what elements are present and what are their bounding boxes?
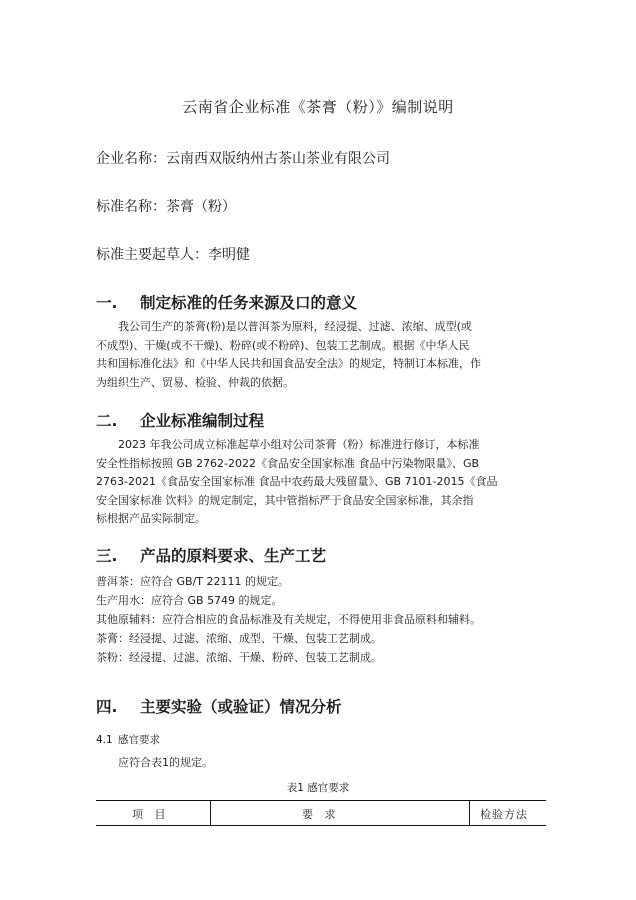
drafter-line	[96, 244, 250, 264]
table-header-method: 检验方法	[480, 808, 528, 821]
requirement-item	[96, 610, 481, 629]
subsection-number: 4.1	[96, 734, 113, 746]
company-label: 企业名称：	[96, 151, 166, 167]
section-number: 二.	[96, 412, 118, 430]
section-title: 产品的原料要求、生产工艺	[140, 547, 327, 565]
paragraph-line: 2023 年我公司成立标准起草小组对公司茶膏（粉）标准进行修订，本标准	[118, 438, 480, 451]
company-value: 云南西双版纳州古茶山茶业有限公司	[166, 151, 390, 167]
column-divider	[210, 801, 211, 825]
section-number: 一.	[96, 294, 118, 312]
section-number: 四.	[96, 698, 118, 716]
table-header-item: 项 目	[132, 808, 170, 821]
section-number: 三.	[96, 547, 118, 565]
paragraph-line: 标根据产品实际制定。	[96, 512, 206, 526]
standard-value: 茶膏（粉）	[166, 199, 236, 215]
standard-label: 标准名称：	[96, 199, 166, 215]
paragraph-line: 不成型)、干燥(或不干燥)、粉碎(或不粉碎)、包装工艺制成。根据《中华人民	[96, 338, 470, 352]
section-title: 主要实验（或验证）情况分析	[140, 698, 342, 716]
requirement-text: 应符合 GB/T 22111 的规定。	[140, 575, 289, 588]
requirement-item	[96, 591, 283, 610]
subsection-title: 感官要求	[118, 734, 160, 746]
table-header-requirement: 要 求	[302, 808, 340, 821]
section-heading-2	[96, 409, 264, 431]
paragraph-line: 2763-2021《食品安全国家标准 食品中农药最大残留量》、GB 7101-2015《食品	[96, 475, 498, 489]
paragraph-line: 安全国家标准 饮料》的规定制定，其中管指标严于食品安全国家标准，其余指	[96, 493, 474, 507]
requirement-text: 应符合 GB 5749 的规定。	[151, 594, 283, 607]
company-line	[96, 148, 390, 168]
requirement-item	[96, 629, 382, 648]
drafter-label: 标准主要起草人：	[96, 247, 208, 263]
requirement-text: 应符合相应的食品标准及有关规定，不得使用非食品原料和辅料。	[162, 613, 481, 626]
paragraph-line: 为组织生产、贸易、检验、仲裁的依据。	[96, 375, 294, 389]
requirement-label: 茶膏：	[96, 632, 129, 645]
table-caption: 表1 感官要求	[286, 782, 350, 794]
section-heading-1	[96, 291, 357, 313]
section-1-paragraph	[96, 318, 546, 392]
standard-line	[96, 196, 236, 216]
document-title: 云南省企业标准《茶膏（粉）》编制说明	[182, 98, 454, 116]
section-title: 企业标准编制过程	[140, 412, 265, 430]
requirement-label: 普洱茶：	[96, 575, 140, 588]
requirement-label: 生产用水：	[96, 594, 151, 607]
subsection-heading	[96, 732, 160, 747]
section-title: 制定标准的任务来源及口的意义	[140, 294, 358, 312]
sensory-table	[96, 800, 546, 826]
requirement-text: 经浸提、过滤、浓缩、成型、干燥、包装工艺制成。	[129, 632, 382, 645]
requirement-label: 茶粉：	[96, 651, 129, 664]
drafter-value: 李明健	[208, 247, 250, 263]
requirement-item	[96, 648, 382, 667]
column-divider	[469, 801, 470, 825]
requirement-text: 经浸提、过滤、浓缩、干燥、粉碎、包装工艺制成。	[129, 651, 382, 664]
section-2-paragraph	[96, 436, 546, 529]
paragraph-line: 安全性指标按照 GB 2762-2022《食品安全国家标准 食品中污染物限量》、GB	[96, 456, 480, 470]
section-heading-3	[96, 544, 326, 566]
subsection-text: 应符合表1的规定。	[118, 756, 213, 769]
requirement-item	[96, 572, 289, 591]
section-heading-4	[96, 695, 342, 717]
paragraph-line: 我公司生产的茶膏(粉)是以普洱茶为原料，经浸提、过滤、浓缩、成型(或	[118, 320, 472, 333]
requirement-label: 其他原辅料：	[96, 613, 162, 626]
paragraph-line: 共和国标准化法》和《中华人民共和国食品安全法》的规定，特制订本标准，作	[96, 357, 481, 371]
